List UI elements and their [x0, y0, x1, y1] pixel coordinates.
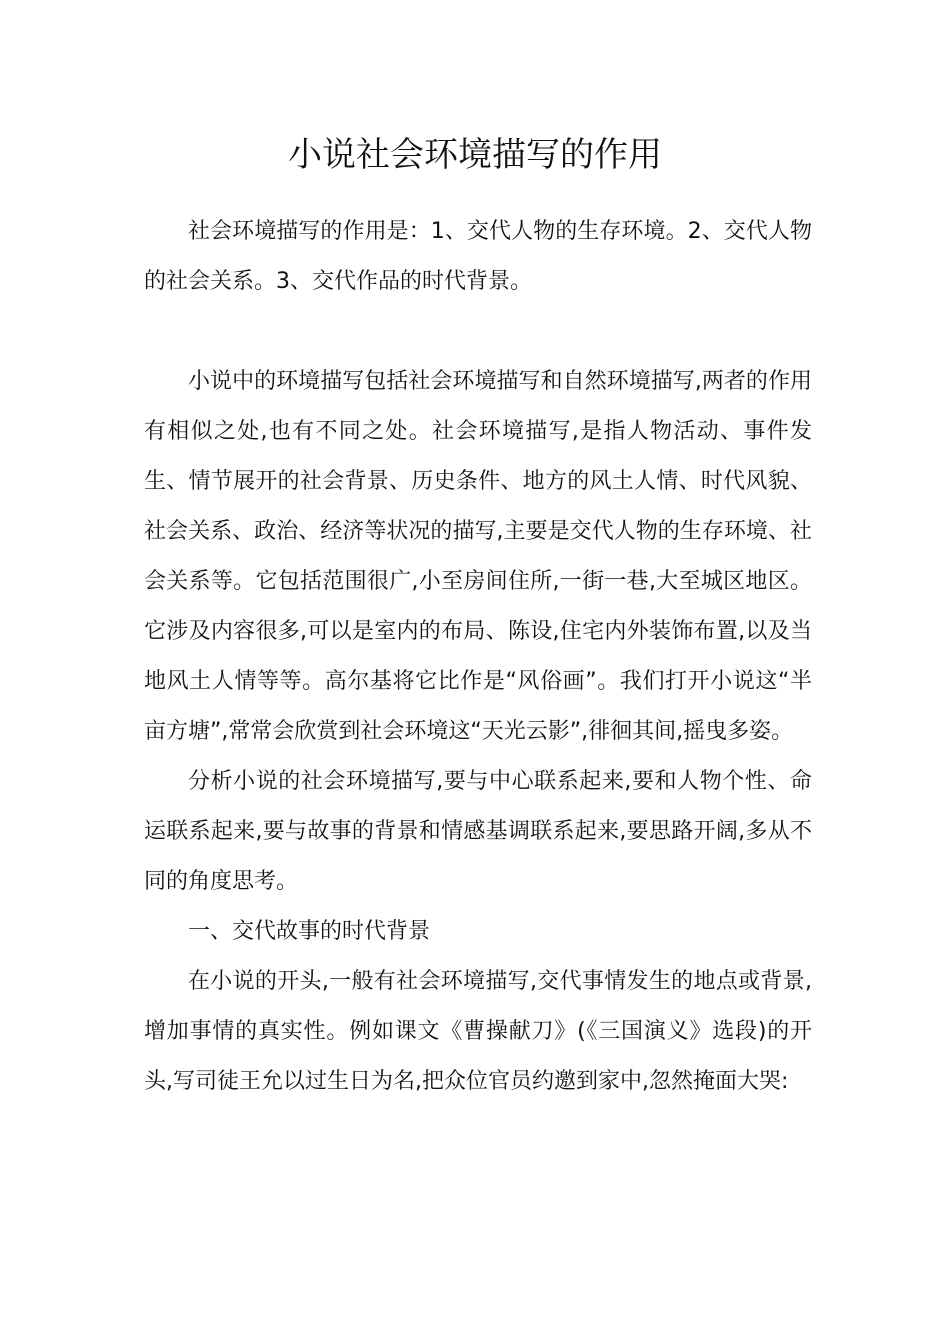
document-title: 小说社会环境描写的作用 — [288, 134, 662, 175]
paragraph-1: 社会环境描写的作用是：1、交代人物的生存环境。2、交代人物的社会关系。3、交代作品的时代背景。 — [144, 219, 812, 294]
section-heading: 一、交代故事的时代背景 — [188, 919, 431, 944]
paragraph-block-2 — [144, 357, 812, 1107]
paragraph-4: 在小说的开头,一般有社会环境描写,交代事情发生的地点或背景,增加事情的真实性。例如课文《曹操献刀》(《三国演义》选段)的开头,写司徒王允以过生日为名,把众位官员约邀到家中,忽然掩面大哭: — [144, 969, 812, 1094]
paragraph-2: 小说中的环境描写包括社会环境描写和自然环境描写,两者的作用有相似之处,也有不同之处。社会环境描写,是指人物活动、事件发生、情节展开的社会背景、历史条件、地方的风土人情、时代风貌、社会关系、政治、经济等状况的描写,主要是交代人物的生存环境、社会关系等。它包括范围很广,小至房间住所,一街一巷,大至城区地区。它涉及内容很多,可以是室内的布局、陈设,住宅内外装饰布置,以及当地风土人情等等。高尔基将它比作是“风俗画”。我们打开小说这“半亩方塘”,常常会欣赏到社会环境这“天光云影”,徘徊其间,摇曳多姿。 — [144, 369, 812, 744]
paragraph-block-1 — [144, 207, 812, 307]
paragraph-3: 分析小说的社会环境描写,要与中心联系起来,要和人物个性、命运联系起来,要与故事的背景和情感基调联系起来,要思路开阔,多从不同的角度思考。 — [144, 769, 812, 894]
